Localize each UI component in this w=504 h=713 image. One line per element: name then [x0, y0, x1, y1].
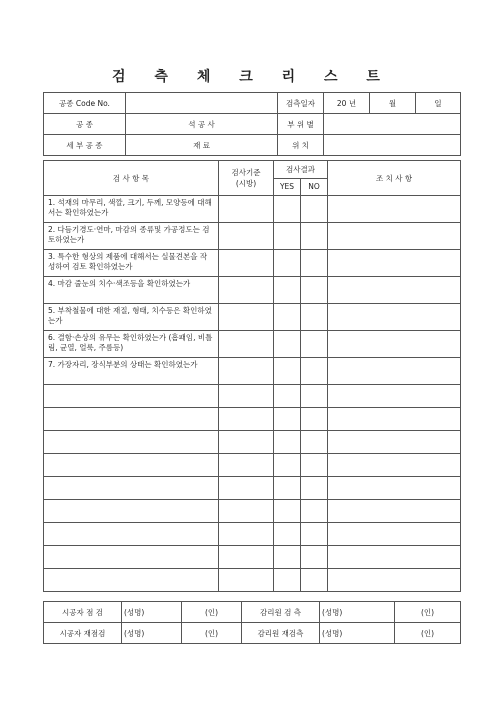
- contractor-check-seal: (인): [182, 602, 242, 623]
- no-cell[interactable]: [301, 454, 328, 477]
- standard-cell[interactable]: [219, 454, 274, 477]
- supervisor-check-name[interactable]: (성명): [320, 602, 395, 623]
- item-cell[interactable]: [44, 477, 219, 500]
- inspection-date-label: 검측일자: [278, 93, 324, 114]
- table-row: [44, 500, 461, 523]
- checklist-body: [44, 196, 461, 592]
- contractor-recheck-name[interactable]: (성명): [122, 623, 182, 644]
- no-cell[interactable]: [301, 223, 328, 250]
- check-item: 2. 다듬기경도·연마, 마감의 종류및 가공정도는 검토하였는가: [44, 223, 219, 250]
- yes-cell[interactable]: [274, 569, 301, 592]
- table-row: [44, 408, 461, 431]
- no-cell[interactable]: [301, 523, 328, 546]
- action-cell[interactable]: [328, 569, 461, 592]
- supervisor-recheck-label: 감리원 재검측: [242, 623, 320, 644]
- standard-cell[interactable]: [219, 523, 274, 546]
- table-row: [44, 431, 461, 454]
- yes-cell[interactable]: [274, 385, 301, 408]
- info-row-detail: [44, 135, 461, 156]
- standard-cell[interactable]: [219, 546, 274, 569]
- standard-cell[interactable]: [219, 385, 274, 408]
- signature-row: [44, 602, 461, 623]
- yes-cell[interactable]: [274, 454, 301, 477]
- yes-cell[interactable]: [274, 408, 301, 431]
- check-item: 4. 마감 줄눈의 치수·색조등을 확인하였는가: [44, 277, 219, 304]
- standard-cell[interactable]: [219, 196, 274, 223]
- table-row: [44, 454, 461, 477]
- standard-cell[interactable]: [219, 223, 274, 250]
- check-item: 1. 석재의 마무리, 색깔, 크기, 두께, 모양등에 대해서는 확인하였는가: [44, 196, 219, 223]
- action-cell[interactable]: [328, 250, 461, 277]
- signature-row: [44, 623, 461, 644]
- no-cell[interactable]: [301, 431, 328, 454]
- code-label: 공종 Code No.: [44, 93, 126, 114]
- item-cell[interactable]: [44, 408, 219, 431]
- header-yes: YES: [274, 178, 301, 196]
- supervisor-recheck-name[interactable]: (성명): [320, 623, 395, 644]
- header-action: 조 치 사 항: [328, 161, 461, 196]
- standard-cell[interactable]: [219, 408, 274, 431]
- location-field[interactable]: [324, 135, 461, 156]
- detail-work-label: 세 부 공 종: [44, 135, 126, 156]
- date-month[interactable]: 월: [370, 93, 416, 114]
- standard-cell[interactable]: [219, 250, 274, 277]
- standard-cell[interactable]: [219, 431, 274, 454]
- no-cell[interactable]: [301, 385, 328, 408]
- action-cell[interactable]: [328, 431, 461, 454]
- yes-cell[interactable]: [274, 523, 301, 546]
- check-item: 7. 가장자리, 장식부분의 상태는 확인하였는가: [44, 358, 219, 385]
- info-row-work: [44, 114, 461, 135]
- yes-cell[interactable]: [274, 358, 301, 385]
- item-cell[interactable]: [44, 454, 219, 477]
- item-cell[interactable]: [44, 546, 219, 569]
- part-label: 부 위 별: [278, 114, 324, 135]
- header-result: 검사결과: [274, 161, 328, 179]
- page-title: 검 측 체 크 리 스 트: [112, 69, 392, 85]
- standard-cell[interactable]: [219, 358, 274, 385]
- item-cell[interactable]: [44, 500, 219, 523]
- yes-cell[interactable]: [274, 196, 301, 223]
- check-item: 6. 결함·손상의 유무는 확인하였는가 (흠패임, 비틀림, 균열, 얼룩, 주름등): [44, 331, 219, 358]
- table-row: [44, 250, 461, 277]
- action-cell[interactable]: [328, 385, 461, 408]
- yes-cell[interactable]: [274, 477, 301, 500]
- no-cell[interactable]: [301, 546, 328, 569]
- check-item: 5. 부착철물에 대한 재질, 형태, 치수등은 확인하였는가: [44, 304, 219, 331]
- item-cell[interactable]: [44, 523, 219, 546]
- check-item: 3. 특수한 형상의 제품에 대해서는 실물견본을 작성하여 검토 확인하였는가: [44, 250, 219, 277]
- table-row: [44, 477, 461, 500]
- contractor-recheck-seal: (인): [182, 623, 242, 644]
- table-row: [44, 358, 461, 385]
- table-row: [44, 196, 461, 223]
- standard-cell[interactable]: [219, 500, 274, 523]
- action-cell[interactable]: [328, 500, 461, 523]
- table-row: [44, 523, 461, 546]
- standard-cell[interactable]: [219, 277, 274, 304]
- yes-cell[interactable]: [274, 500, 301, 523]
- yes-cell[interactable]: [274, 331, 301, 358]
- supervisor-check-label: 감리원 검 측: [242, 602, 320, 623]
- no-cell[interactable]: [301, 331, 328, 358]
- no-cell[interactable]: [301, 408, 328, 431]
- header-no: NO: [301, 178, 328, 196]
- table-row: [44, 569, 461, 592]
- supervisor-check-seal: (인): [395, 602, 461, 623]
- contractor-check-label: 시공자 점 검: [44, 602, 122, 623]
- action-cell[interactable]: [328, 304, 461, 331]
- item-cell[interactable]: [44, 385, 219, 408]
- location-label: 위 치: [278, 135, 324, 156]
- work-type-value: 석 공 사: [126, 114, 278, 135]
- standard-cell[interactable]: [219, 304, 274, 331]
- action-cell[interactable]: [328, 223, 461, 250]
- action-cell[interactable]: [328, 546, 461, 569]
- header-item: 검 사 항 목: [44, 161, 219, 196]
- detail-work-value: 재 료: [126, 135, 278, 156]
- standard-cell[interactable]: [219, 331, 274, 358]
- header-standard: 검사기준 (시방): [219, 161, 274, 196]
- item-cell[interactable]: [44, 431, 219, 454]
- no-cell[interactable]: [301, 569, 328, 592]
- action-cell[interactable]: [328, 523, 461, 546]
- yes-cell[interactable]: [274, 250, 301, 277]
- no-cell[interactable]: [301, 500, 328, 523]
- action-cell[interactable]: [328, 408, 461, 431]
- checklist-header-row: [44, 161, 461, 179]
- yes-cell[interactable]: [274, 304, 301, 331]
- code-field[interactable]: [126, 93, 278, 114]
- date-day[interactable]: 일: [416, 93, 461, 114]
- action-cell[interactable]: [328, 331, 461, 358]
- yes-cell[interactable]: [274, 277, 301, 304]
- checklist-table: [43, 160, 461, 592]
- table-row: [44, 277, 461, 304]
- table-row: [44, 304, 461, 331]
- action-cell[interactable]: [328, 454, 461, 477]
- no-cell[interactable]: [301, 477, 328, 500]
- action-cell[interactable]: [328, 277, 461, 304]
- table-row: [44, 385, 461, 408]
- no-cell[interactable]: [301, 304, 328, 331]
- action-cell[interactable]: [328, 196, 461, 223]
- action-cell[interactable]: [328, 477, 461, 500]
- yes-cell[interactable]: [274, 546, 301, 569]
- info-row-code: [44, 93, 461, 114]
- standard-cell[interactable]: [219, 569, 274, 592]
- table-row: [44, 223, 461, 250]
- yes-cell[interactable]: [274, 431, 301, 454]
- no-cell[interactable]: [301, 358, 328, 385]
- no-cell[interactable]: [301, 277, 328, 304]
- item-cell[interactable]: [44, 569, 219, 592]
- date-year[interactable]: 20 년: [324, 93, 370, 114]
- table-row: [44, 331, 461, 358]
- work-type-label: 공 종: [44, 114, 126, 135]
- no-cell[interactable]: [301, 250, 328, 277]
- standard-cell[interactable]: [219, 477, 274, 500]
- part-field[interactable]: [324, 114, 461, 135]
- no-cell[interactable]: [301, 196, 328, 223]
- action-cell[interactable]: [328, 358, 461, 385]
- contractor-recheck-label: 시공자 재점검: [44, 623, 122, 644]
- info-table: [43, 92, 461, 156]
- supervisor-recheck-seal: (인): [395, 623, 461, 644]
- yes-cell[interactable]: [274, 223, 301, 250]
- signature-table: [43, 601, 461, 644]
- contractor-check-name[interactable]: (성명): [122, 602, 182, 623]
- table-row: [44, 546, 461, 569]
